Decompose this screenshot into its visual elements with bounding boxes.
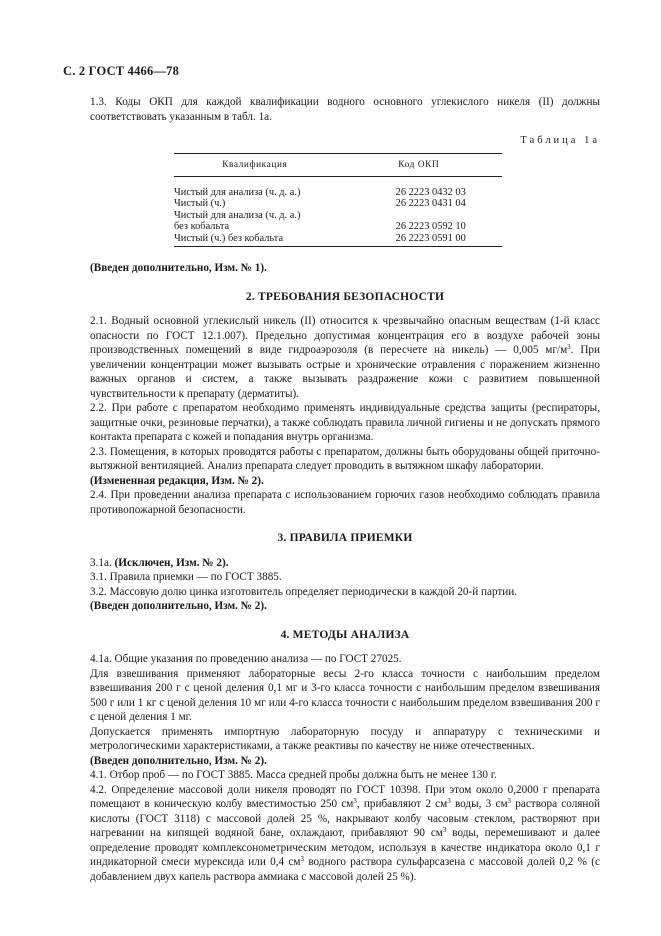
document-body [90,95,600,884]
paragraph-4-2: 4.2. Определение массовой доли никеля проводят по ГОСТ 10398. При этом около 0,2000 г препарата помещают в коническую колбу вместимостью 250 $см^3$, прибавляют 2 $см^3$ воды, 3 $см^3$ раствора соляной кислоты (ГОСТ 3118) с массовой долей 25 %, накрывают колбу часовым стеклом, растворяют при нагревании на кипящей водяной бане, охлаждают, прибавляют 90 $см^3$ воды, перемешивают и далее определение проводят комплексонометрическим методом, используя в качестве индикатора около 0,1 г индикаторной смеси мурексида или 0,4 $см^3$ водного раствора сульфарсазена с массовой долей 0,2 % (с добавлением двух капель раствора аммиака с массовой долей 25 %). [90,783,600,883]
amendment-note: (Введен дополнительно, Изм. № 1). [90,262,267,275]
amendment-note: (Введен дополнительно, Изм. № 2). [90,600,267,613]
section-heading-2: 2. ТРЕБОВАНИЯ БЕЗОПАСНОСТИ [245,290,445,303]
paragraph-2-2: 2.2. При работе с препаратом необходимо применять индивидуальные средства защиты (респираторы, защитные очки, резиновые перчатки), а также соблюдать правила личной гигиены и не допускать прямого контакта препарата с кожей и попадания внутрь организма. [90,402,600,444]
table-caption: Таблица 1а [520,135,600,146]
paragraph-3-1: 3.1. Правила приемки — по ГОСТ 3885. [90,571,282,584]
paragraph-weighing: Для взвешивания применяют лабораторные весы 2-го класса точности с наибольшим пределом взвешивания 200 г с ценой деления 0,1 мг и 3-го класса точности с наибольшим пределом взвешивания 500 г или 1 кг с ценой деления 10 мг или 4-го класса точности с наибольшим пределом взвешивания 200 г с ценой деления 1 мг. [90,667,600,724]
paragraph-4-1: 4.1. Отбор проб — по ГОСТ 3885. Масса средней пробы должна быть не менее 130 г. [90,769,497,782]
paragraph-2-4: 2.4. При проведении анализа препарата с использованием горючих газов необходимо соблюдать правила противопожарной безопасности. [90,489,600,516]
paragraph-imported-equipment: Допускается применять импортную лабораторную посуду и аппаратуру с техническими и метрологическими характеристиками, а также реактивы по качеству не ниже отечественных. [90,725,600,753]
amendment-note: (Введен дополнительно, Изм. № 2). [90,754,267,767]
paragraph-2-1: 2.1. Водный основной углекислый никель (II) относится к чрезвычайно опасным веществам (1-й класс опасности по ГОСТ 12.1.007). Предельно допустимая концентрация его в воздухе рабочей зоны производственных помещений в виде гидроаэрозоля (в пересчете на никель) — 0,005 $мг/м^3$. При увеличении концентрации может вызывать острые и хронические отравления с поражением жизненно важных органов и систем, а также вызывать раздражение кожи с развитием повышенной чувствительности к препарату (дерматиты). [90,315,600,400]
table-row: Чистый (ч.) без кобальта 26 2223 0591 00 [174,233,502,247]
paragraph-1-3: 1.3. Коды ОКП для каждой квалификации водного основного углекислого никеля (II) должны соответствовать указанным в табл. 1а. [90,96,600,123]
table-row: Чистый для анализа (ч. д. а.) [174,209,301,221]
table-row: Чистый для анализа (ч. д. а.) 26 2223 0432 03 [174,187,466,198]
paragraph-3-2: 3.2. Массовую долю цинка изготовитель определяет периодически в каждой 20-й партии. [90,585,518,598]
section-heading-4: 4. МЕТОДЫ АНАЛИЗА [280,628,410,641]
table-row: без кобальта 26 2223 0592 10 [174,221,466,233]
page-header: С. 2 ГОСТ 4466—78 [63,64,180,78]
paragraph-3-1a: 3.1а. (Исключен, Изм. № 2). [90,556,229,569]
section-heading-3: 3. ПРАВИЛА ПРИЕМКИ [277,532,413,545]
paragraph-4-1a: 4.1а. Общие указания по проведению анализа — по ГОСТ 27025. [90,653,402,666]
paragraph-2-3: 2.3. Помещения, в которых проводятся работы с препаратом, должны быть оборудованы общей приточно-вытяжной вентиляцией. Анализ препарата следует проводить в вытяжном шкафу лаборатории. [90,445,600,473]
table-header-code: Код ОКП [398,159,440,170]
amendment-note: (Измененная редакция, Изм. № 2). [90,474,264,487]
okp-table [174,153,502,248]
table-header-qualification: Квалификация [222,159,288,170]
table-row: Чистый (ч.) 26 2223 0431 04 [174,198,466,210]
